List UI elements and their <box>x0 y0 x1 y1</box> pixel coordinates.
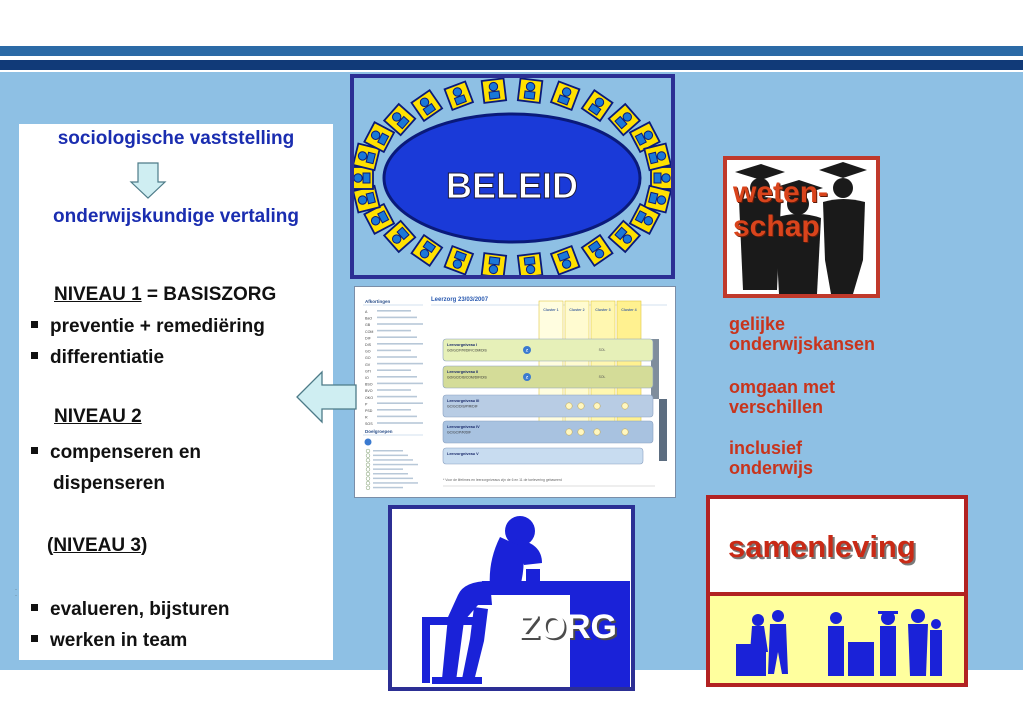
edge-marks: · · <box>15 587 17 599</box>
zorg-box <box>388 505 635 691</box>
doc-abbreviation: SOS <box>365 422 373 427</box>
doc-cluster-header: Cluster 4 <box>621 308 637 312</box>
down-arrow-icon <box>129 162 167 200</box>
doc-abbreviation: BaO <box>365 316 373 321</box>
doc-cluster-mark <box>594 429 600 435</box>
chair-icon <box>411 235 442 266</box>
doc-row-title: Leerzorgniveau IV <box>447 425 480 429</box>
doc-abbreviation: GO <box>365 349 371 354</box>
samenleving-label: samenleving <box>728 529 916 564</box>
doc-abbreviation: BVO <box>365 389 373 394</box>
doc-row-title: Leerzorgniveau III <box>447 399 480 403</box>
item-omgaan-verschillen: omgaan met verschillen <box>729 377 836 417</box>
bullet-item: preventie + remediëring <box>31 313 265 341</box>
doc-row-title: Leerzorgniveau V <box>447 452 479 456</box>
people-silhouettes-illustration <box>710 596 964 683</box>
doc-target-item <box>366 458 370 462</box>
niveau3-label: NIVEAU 3 <box>53 535 141 556</box>
doc-abbreviation: OKO <box>365 395 373 400</box>
doc-row-badge-label: Z <box>525 374 529 380</box>
beleid-box <box>350 74 675 279</box>
doc-abbreviation: COM <box>365 329 374 334</box>
society-people-strip <box>710 592 964 683</box>
chair-icon <box>551 246 579 274</box>
zorg-label: ZORG <box>518 608 617 646</box>
doc-row-text: GC/GC/DIS/P/R/DIF <box>447 404 478 409</box>
doc-row-badge-label: Z <box>525 347 529 353</box>
doc-cluster-mark <box>566 429 572 435</box>
doc-abbreviation: GV <box>365 362 371 367</box>
doc-abbreviation: DIF <box>365 336 371 341</box>
chair-icon <box>644 144 671 171</box>
doc-cluster-mark <box>622 429 628 435</box>
doc-cluster-headers <box>543 308 636 312</box>
doc-cluster-mark <box>578 429 584 435</box>
chair-icon <box>551 82 579 110</box>
doc-abbreviation: P <box>365 402 368 407</box>
bullet-item: werken in team <box>31 627 187 655</box>
doc-title: Leerzorg 23/03/2007 <box>431 297 489 303</box>
doc-abbreviation: GO <box>365 356 371 361</box>
doc-row-title: Leerzorgniveau II <box>447 370 479 374</box>
doc-abbreviation: GTI <box>365 369 371 374</box>
chair-icon <box>445 82 473 110</box>
niveau1-rest: = BASISZORG <box>141 284 277 305</box>
left-arrow-icon <box>296 370 358 424</box>
niveau2-label: NIVEAU 2 <box>54 406 142 427</box>
title-sociologische: sociologische vaststelling <box>57 128 295 149</box>
doc-row-band <box>443 448 643 464</box>
doc-sidebar-heading2: Doelgroepen <box>365 429 393 434</box>
niveau2-heading <box>54 406 142 428</box>
doc-target-item <box>366 463 370 467</box>
doc-abbreviation: R <box>365 415 368 420</box>
header-stripe-light <box>0 46 1023 56</box>
doc-row-text: GO/GC/DIS/COM/DIF/DIS <box>447 375 487 380</box>
leerzorg-document <box>354 286 676 498</box>
samenleving-box <box>706 495 968 687</box>
doc-target-item <box>366 454 370 458</box>
doc-target-list <box>366 449 418 490</box>
chair-icon <box>411 90 442 121</box>
beleid-label: BELEID <box>445 165 579 206</box>
doc-leerzorg-rows <box>443 339 653 464</box>
item-gelijke-kansen: gelijke onderwijskansen <box>729 314 876 354</box>
thinking-person-illustration <box>392 509 631 687</box>
doc-cluster-header: Cluster 3 <box>595 308 611 312</box>
chair-icon <box>445 246 473 274</box>
doc-cluster-header: Cluster 1 <box>543 308 559 312</box>
niveau3-heading: (NIVEAU 3) <box>47 535 148 556</box>
wetenschap-line2: schap <box>733 210 820 243</box>
doc-target-item <box>366 472 370 476</box>
doc-row-mid: SOL <box>598 348 606 352</box>
chair-icon <box>518 78 542 102</box>
doc-target-item <box>366 449 370 453</box>
doc-target-item <box>366 486 370 490</box>
niveau1-label: NIVEAU 1 <box>54 284 142 305</box>
niveau1-heading <box>54 284 276 306</box>
wetenschap-box <box>723 156 880 298</box>
doc-target-item <box>366 481 370 485</box>
doc-abbreviation: A <box>365 310 368 314</box>
doc-row-title: Leerzorgniveau I <box>447 343 478 347</box>
header-stripe-dark <box>0 60 1023 70</box>
doc-cluster-mark <box>622 403 628 409</box>
doc-abbreviation: GB <box>365 323 371 328</box>
doc-footnote: * Voor de lifetimes en leerzorgniveaus zijn de 6 en 11 de toelevering gebaseerd <box>443 478 562 482</box>
bullet-item: evalueren, bijsturen <box>31 596 230 624</box>
chair-icon <box>354 167 373 189</box>
left-text-panel <box>19 124 333 660</box>
doc-row-mid: SOL <box>598 375 606 379</box>
doc-row-text: GO/GC/P/R/DIF/COM/DIS <box>447 348 487 353</box>
item-inclusief-onderwijs: inclusief onderwijs <box>729 438 814 478</box>
doc-cluster-mark <box>578 403 584 409</box>
doc-abbreviation: IO <box>365 376 369 380</box>
chair-icon <box>518 253 542 275</box>
doc-cluster-mark <box>594 403 600 409</box>
title-onderwijskundig: onderwijskundige vertaling <box>53 206 299 227</box>
document-illustration <box>355 287 676 498</box>
chair-icon <box>582 235 613 266</box>
doc-cluster-header: Cluster 2 <box>569 308 585 312</box>
doc-abbreviation: DIS <box>365 343 371 347</box>
doc-target-item <box>366 468 370 472</box>
bullet-item: differentiatie <box>31 344 164 372</box>
wetenschap-line1: weten- <box>733 176 829 209</box>
doc-cluster-mark <box>566 403 572 409</box>
chair-icon <box>651 167 671 189</box>
meeting-table-illustration <box>354 78 671 275</box>
doc-abbreviation: BSO <box>365 382 373 387</box>
chair-icon <box>582 90 613 121</box>
chair-icon <box>482 78 506 102</box>
chair-icon <box>482 253 506 275</box>
bullet-continuation: dispenseren <box>53 473 165 494</box>
doc-row-text: GC/GC/P/R/DIF <box>447 430 472 435</box>
doc-sidebar-heading: Afkortingen <box>365 299 391 304</box>
bullet-item: compenseren en <box>31 439 201 467</box>
doc-abbreviation-list <box>365 310 423 426</box>
doc-target-item <box>366 477 370 481</box>
doc-abbreviation: PSD <box>365 409 373 413</box>
